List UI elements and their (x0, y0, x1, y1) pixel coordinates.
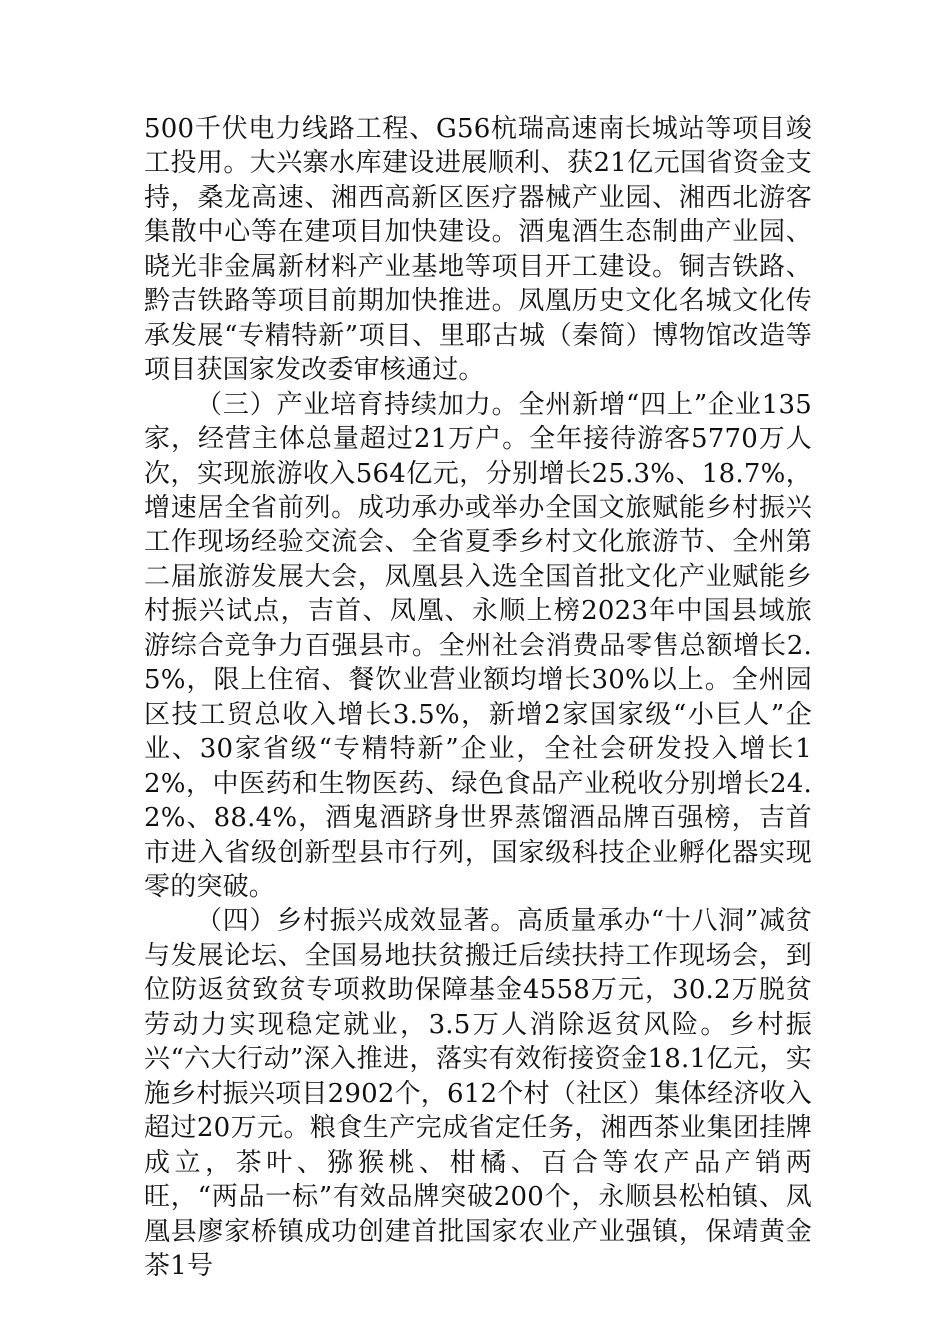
paragraph-industry-cultivation: （三）产业培育持续加力。全州新增“四上”企业135家，经营主体总量超过21万户。全年接待游客5770万人次，实现旅游收入564亿元，分别增长25.3%、18.7%，增速居全省前列。成功承办或举办全国文旅赋能乡村振兴工作现场经验交流会、全省夏季乡村文化旅游节、全州第二届旅游发展大会，凤凰县入选全国首批文化产业赋能乡村振兴试点，吉首、凤凰、永顺上榜2023年中国县域旅游综合竞争力百强县市。全州社会消费品零售总额增长2.5%，限上住宿、餐饮业营业额均增长30%以上。全州园区技工贸总收入增长3.5%，新增2家国家级“小巨人”企业、30家省级“专精特新”企业，全社会研发投入增长12%，中医药和生物医药、绿色食品产业税收分别增长24.2%、88.4%，酒鬼酒跻身世界蒸馏酒品牌百强榜，吉首市进入省级创新型县市行列，国家级科技企业孵化器实现零的突破。 (144, 389, 812, 902)
paragraph-projects: 500千伏电力线路工程、G56杭瑞高速南长城站等项目竣工投用。大兴寨水库建设进展顺利、获21亿元国省资金支持，桑龙高速、湘西高新区医疗器械产业园、湘西北游客集散中心等在建项目加快建设。酒鬼酒生态制曲产业园、晓光非金属新材料产业基地等项目开工建设。铜吉铁路、黔吉铁路等项目前期加快推进。凤凰历史文化名城文化传承发展“专精特新”项目、里耶古城（秦简）博物馆改造等项目获国家发改委审核通过。 (144, 114, 812, 386)
paragraph-rural-revitalization: （四）乡村振兴成效显著。高质量承办“十八洞”减贫与发展论坛、全国易地扶贫搬迁后续扶持工作现场会，到位防返贫致贫专项救助保障基金4558万元，30.2万脱贫劳动力实现稳定就业，3.5万人消除返贫风险。乡村振兴“六大行动”深入推进，落实有效衔接资金18.1亿元，实施乡村振兴项目2902个，612个村（社区）集体经济收入超过20万元。粮食生产完成省定任务，湘西茶业集团挂牌成立，茶叶、猕猴桃、柑橘、百合等农产品产销两旺，“两品一标”有效品牌突破200个，永顺县松柏镇、凤凰县廖家桥镇成功创建首批国家农业产业强镇，保靖黄金茶1号 (144, 906, 812, 1281)
document-body (144, 112, 812, 1283)
